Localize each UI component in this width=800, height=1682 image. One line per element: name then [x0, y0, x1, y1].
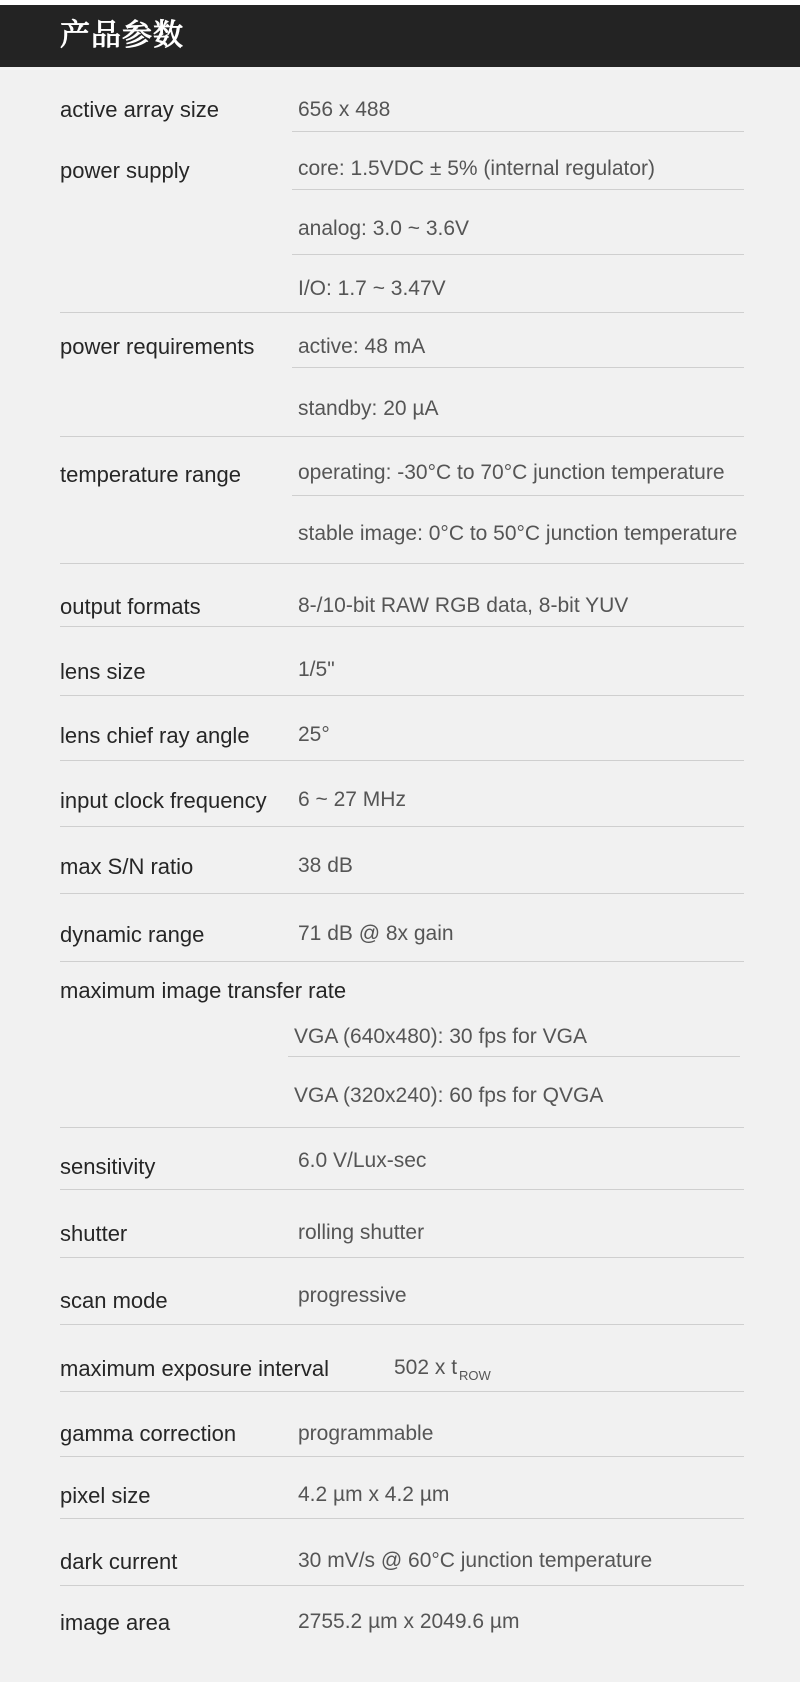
spec-label-gamma-correction: gamma correction [60, 1421, 237, 1446]
spec-value-input-clock-frequency: 6 ~ 27 MHz [298, 788, 406, 811]
divider [60, 893, 744, 894]
divider [60, 1324, 744, 1325]
section-header [0, 5, 800, 67]
spec-value-image-area: 2755.2 µm x 2049.6 µm [298, 1610, 520, 1633]
spec-label-scan-mode: scan mode [60, 1288, 168, 1313]
spec-value-transfer-rate-qvga: VGA (320x240): 60 fps for QVGA [294, 1084, 604, 1107]
divider [292, 131, 744, 132]
spec-label-shutter: shutter [60, 1221, 128, 1246]
spec-value-lens-chief-ray-angle: 25° [298, 723, 330, 746]
divider [60, 1189, 744, 1190]
spec-value-dynamic-range: 71 dB @ 8x gain [298, 922, 454, 945]
spec-label-lens-chief-ray-angle: lens chief ray angle [60, 723, 250, 748]
spec-value-transfer-rate-vga: VGA (640x480): 30 fps for VGA [294, 1025, 587, 1048]
spec-value-max-sn-ratio: 38 dB [298, 854, 353, 877]
divider [60, 760, 744, 761]
spec-label-max-sn-ratio: max S/N ratio [60, 854, 194, 879]
divider [292, 189, 744, 190]
spec-value-power-requirements-active: active: 48 mA [298, 335, 426, 358]
divider [60, 1585, 744, 1586]
exposure-value-main: 502 x t [394, 1356, 458, 1379]
spec-label-max-image-transfer-rate: maximum image transfer rate [60, 978, 347, 1003]
spec-value-power-supply-io: I/O: 1.7 ~ 3.47V [298, 277, 446, 300]
divider [60, 1518, 744, 1519]
spec-value-shutter: rolling shutter [298, 1221, 425, 1244]
spec-value-lens-size: 1/5" [298, 658, 335, 681]
divider [60, 1257, 744, 1258]
spec-value-pixel-size: 4.2 µm x 4.2 µm [298, 1483, 450, 1506]
spec-value-dark-current: 30 mV/s @ 60°C junction temperature [298, 1549, 653, 1572]
spec-value-sensitivity: 6.0 V/Lux-sec [298, 1149, 427, 1172]
spec-value-temperature-operating: operating: -30°C to 70°C junction temperature [298, 461, 725, 484]
exposure-value-subscript: ROW [459, 1368, 491, 1383]
spec-value-temperature-stable: stable image: 0°C to 50°C junction temperature [298, 522, 738, 545]
spec-label-power-requirements: power requirements [60, 334, 255, 359]
divider [292, 367, 744, 368]
divider [60, 826, 744, 827]
spec-label-lens-size: lens size [60, 659, 146, 684]
spec-value-output-formats: 8-/10-bit RAW RGB data, 8-bit YUV [298, 594, 629, 617]
spec-label-dynamic-range: dynamic range [60, 922, 205, 947]
divider [60, 1391, 744, 1392]
spec-label-sensitivity: sensitivity [60, 1154, 156, 1179]
divider [60, 1127, 744, 1128]
spec-value-power-supply-core: core: 1.5VDC ± 5% (internal regulator) [298, 157, 656, 180]
divider [60, 436, 744, 437]
divider [60, 961, 744, 962]
spec-value-gamma-correction: programmable [298, 1422, 434, 1445]
spec-label-pixel-size: pixel size [60, 1483, 151, 1508]
spec-label-image-area: image area [60, 1610, 171, 1635]
spec-table [0, 67, 800, 1682]
spec-value-power-requirements-standby: standby: 20 µA [298, 397, 439, 420]
spec-value-scan-mode: progressive [298, 1284, 407, 1307]
divider [60, 695, 744, 696]
spec-value-power-supply-analog: analog: 3.0 ~ 3.6V [298, 217, 470, 240]
spec-label-active-array-size: active array size [60, 97, 219, 122]
divider [292, 254, 744, 255]
spec-label-dark-current: dark current [60, 1549, 178, 1574]
section-title: 产品参数 [60, 18, 184, 53]
divider [292, 495, 744, 496]
spec-label-max-exposure-interval: maximum exposure interval [60, 1356, 329, 1381]
spec-value-active-array-size: 656 x 488 [298, 98, 391, 121]
divider [60, 1456, 744, 1457]
divider [60, 312, 744, 313]
spec-value-max-exposure-interval [394, 1356, 491, 1383]
spec-label-output-formats: output formats [60, 594, 201, 619]
spec-label-input-clock-frequency: input clock frequency [60, 788, 267, 813]
spec-label-power-supply: power supply [60, 158, 190, 183]
divider [288, 1056, 740, 1057]
divider [60, 563, 744, 564]
divider [60, 626, 744, 627]
spec-label-temperature-range: temperature range [60, 462, 241, 487]
